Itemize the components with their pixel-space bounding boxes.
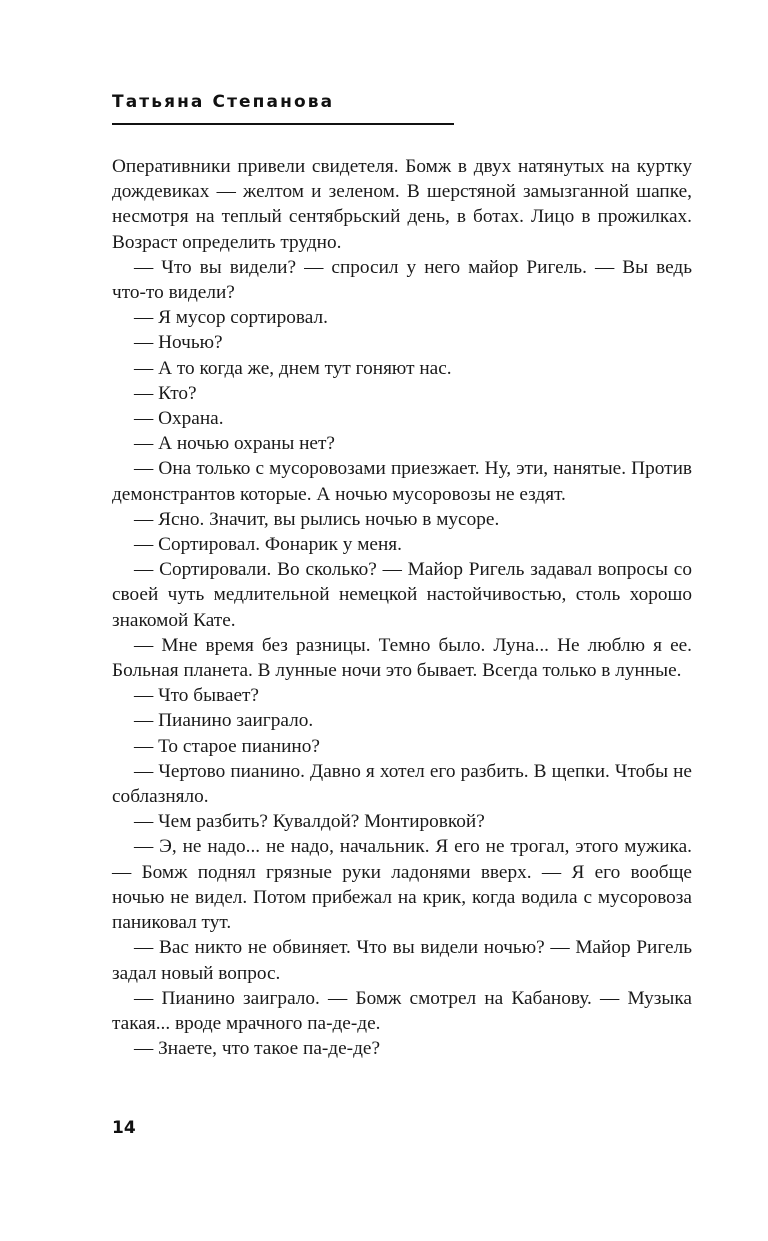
dialogue-line: — Сортировали. Во сколько? — Майор Ригель задавал вопросы со своей чуть медлительной немецкой настойчивостью, столь хорошо знакомой Кате. bbox=[112, 559, 692, 631]
dialogue-line: — А ночью охраны нет? bbox=[134, 433, 335, 455]
body-text bbox=[112, 154, 692, 1061]
dialogue-line: — Мне время без разницы. Темно было. Луна... Не люблю я ее. Больная планета. В лунные ночи это бывает. Всегда только в лунные. bbox=[112, 634, 692, 682]
paragraph-narration: Оперативники привели свидетеля. Бомж в двух натянутых на куртку дождевиках — желтом и зеленом. В шерстяной замызганной шапке, несмотря на теплый сентябрьский день, в ботах. Лицо в прожилках. Возраст определить трудно. bbox=[112, 156, 692, 253]
dialogue-line: — Сортировал. Фонарик у меня. bbox=[134, 534, 402, 556]
dialogue-line: — Чертово пианино. Давно я хотел его разбить. В щепки. Чтобы не соблазняло. bbox=[112, 760, 692, 808]
dialogue-line: — Пианино заиграло. — Бомж смотрел на Кабанову. — Музыка такая... вроде мрачного па-де-де. bbox=[112, 987, 692, 1034]
dialogue-line: — Кто? bbox=[134, 382, 197, 404]
running-head-author: Татьяна Степанова bbox=[112, 92, 335, 112]
dialogue-line: — То старое пианино? bbox=[134, 735, 320, 757]
dialogue-line: — А то когда же, днем тут гоняют нас. bbox=[134, 357, 452, 379]
dialogue-line: — Чем разбить? Кувалдой? Монтировкой? bbox=[134, 811, 485, 833]
dialogue-line: — Что вы видели? — спросил у него майор Ригель. — Вы ведь что-то видели? bbox=[112, 256, 692, 304]
dialogue-line: — Ночью? bbox=[134, 332, 223, 354]
page-number: 14 bbox=[112, 1118, 136, 1138]
header-rule bbox=[112, 123, 454, 125]
dialogue-line: — Что бывает? bbox=[134, 685, 259, 707]
dialogue-line: — Я мусор сортировал. bbox=[134, 307, 328, 329]
dialogue-line: — Ясно. Значит, вы рылись ночью в мусоре. bbox=[134, 508, 500, 530]
dialogue-line: — Она только с мусоровозами приезжает. Ну, эти, нанятые. Против демонстрантов которые. А ночью мусоровозы не ездят. bbox=[112, 458, 692, 505]
dialogue-line: — Знаете, что такое па-де-де? bbox=[134, 1038, 381, 1060]
dialogue-line: — Пианино заиграло. bbox=[134, 710, 314, 732]
dialogue-line: — Э, не надо... не надо, начальник. Я его не трогал, этого мужика. — Бомж поднял грязные руки ладонями вверх. — Я его вообще ночью не видел. Потом прибежал на крик, когда водила с мусоровоза паниковал тут. bbox=[112, 836, 692, 934]
dialogue-line: — Охрана. bbox=[134, 408, 224, 430]
dialogue-line: — Вас никто не обвиняет. Что вы видели ночью? — Майор Ригель задал новый вопрос. bbox=[112, 937, 692, 984]
